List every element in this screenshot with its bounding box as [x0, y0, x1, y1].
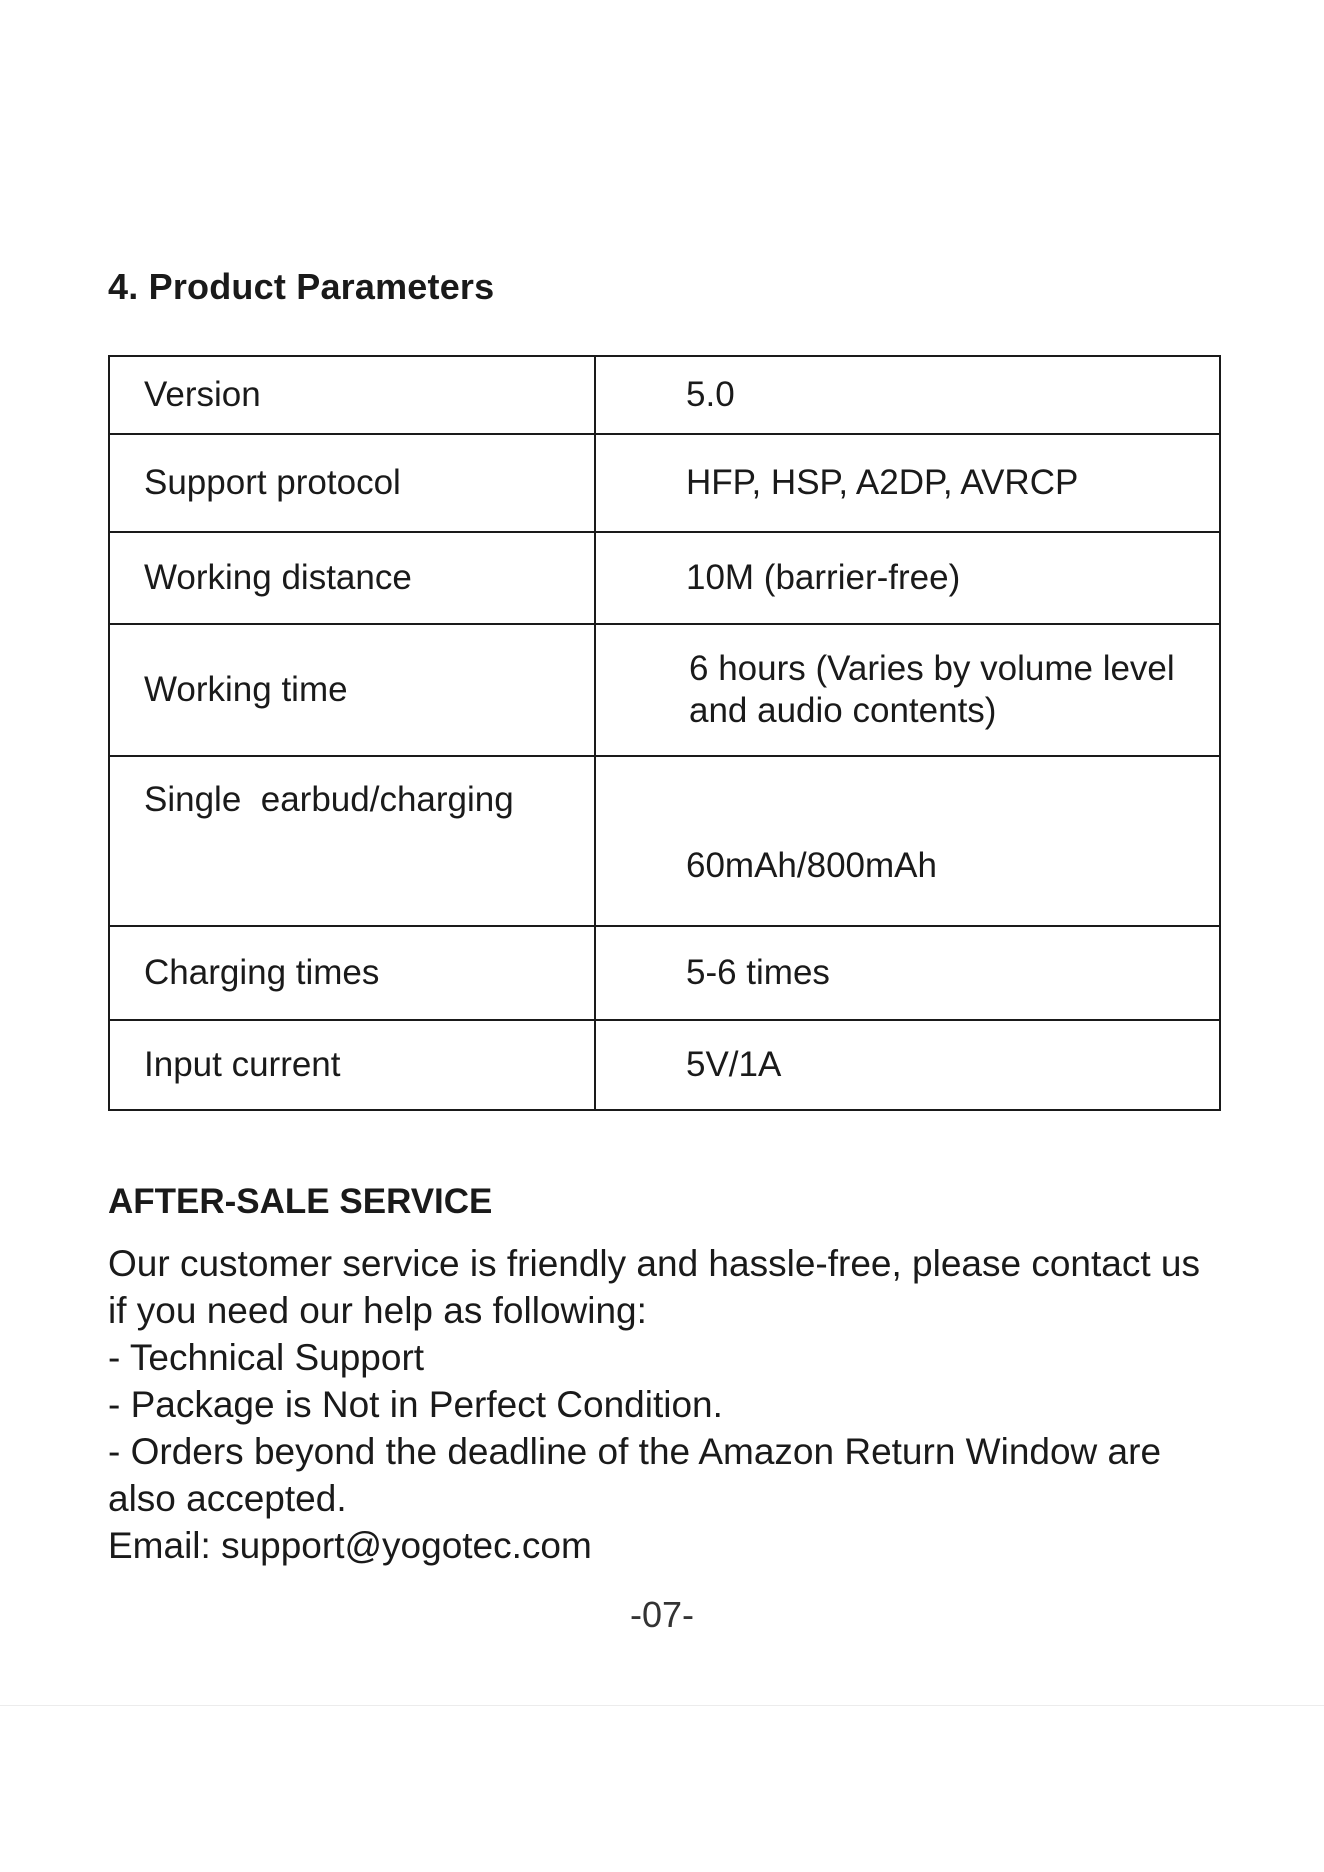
parameter-label: Support protocol	[109, 434, 595, 532]
after-sale-title: AFTER-SALE SERVICE	[108, 1182, 493, 1221]
after-sale-intro-line: if you need our help as following:	[108, 1290, 647, 1331]
parameter-label: Single earbud/charging	[109, 756, 595, 926]
table-row	[109, 926, 1220, 1020]
support-email: Email: support@yogotec.com	[108, 1525, 592, 1566]
list-item: - Technical Support	[108, 1337, 425, 1378]
parameter-value: HFP, HSP, A2DP, AVRCP	[595, 434, 1220, 532]
list-item-continuation: also accepted.	[108, 1478, 347, 1519]
list-item: - Orders beyond the deadline of the Amazon Return Window are	[108, 1431, 1162, 1472]
page-divider	[0, 1705, 1324, 1706]
after-sale-intro-line: Our customer service is friendly and hassle-free, please contact us	[108, 1243, 1200, 1284]
parameter-value	[595, 624, 1220, 756]
parameter-label: Working time	[109, 624, 595, 756]
after-sale-body	[108, 1240, 1228, 1569]
parameter-value: 5V/1A	[595, 1020, 1220, 1110]
parameter-value: 5.0	[595, 356, 1220, 434]
parameter-value: 5-6 times	[595, 926, 1220, 1020]
table-row	[109, 532, 1220, 624]
parameter-value: 60mAh/800mAh	[595, 756, 1220, 926]
table-row	[109, 1020, 1220, 1110]
page-number: -07-	[629, 1594, 695, 1635]
after-sale-list	[108, 1334, 1228, 1522]
table-row	[109, 756, 1220, 926]
section-title: 4. Product Parameters	[108, 266, 495, 307]
parameter-value: 10M (barrier-free)	[595, 532, 1220, 624]
parameter-label: Working distance	[109, 532, 595, 624]
parameter-label: Version	[109, 356, 595, 434]
parameter-value-line: 6 hours (Varies by volume level	[689, 649, 1175, 688]
table-row	[109, 434, 1220, 532]
list-item: - Package is Not in Perfect Condition.	[108, 1384, 723, 1425]
table-row	[109, 624, 1220, 756]
parameter-label: Charging times	[109, 926, 595, 1020]
parameter-label: Input current	[109, 1020, 595, 1110]
parameters-table	[108, 355, 1221, 1111]
table-row	[109, 356, 1220, 434]
parameter-value-line: and audio contents)	[689, 691, 997, 730]
